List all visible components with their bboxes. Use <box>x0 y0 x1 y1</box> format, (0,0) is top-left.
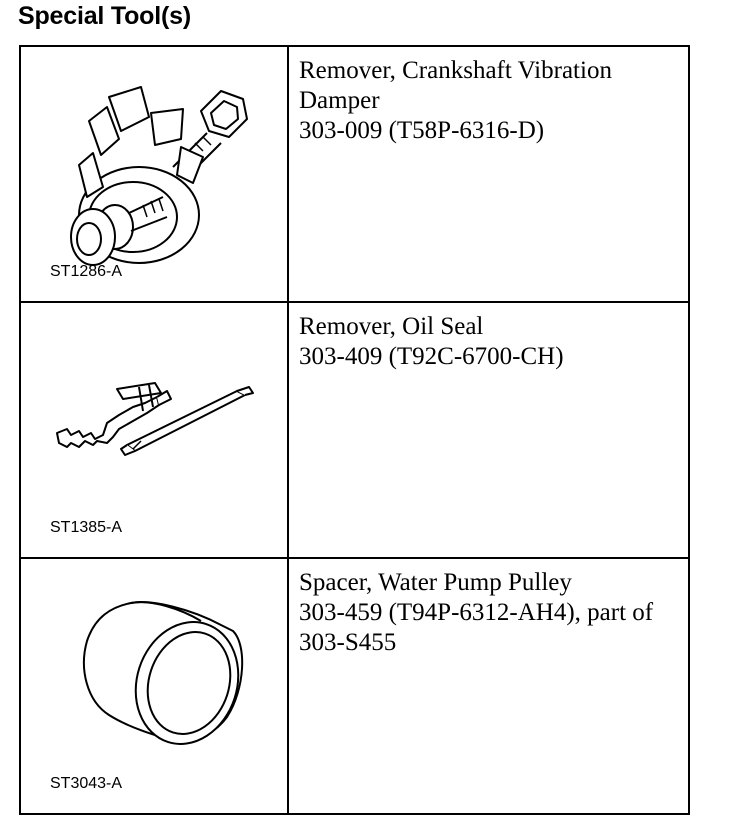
tool-number: 303-009 (T58P-6316-D) <box>299 117 545 144</box>
tool-name: Remover, Crankshaft Vibration <box>299 57 612 84</box>
tool-image-code: ST1286-A <box>50 263 123 280</box>
tool-image-cell <box>20 46 288 302</box>
tool-image-code: ST1385-A <box>50 519 123 536</box>
tool-number: 303-409 (T92C-6700-CH) <box>299 343 564 370</box>
tool-description-cell <box>288 46 689 302</box>
section-heading: Special Tool(s) <box>18 2 191 30</box>
tool-description-cell <box>288 302 689 558</box>
tool-image-cell <box>20 558 288 814</box>
table-row <box>20 302 689 558</box>
tool-description-cell <box>288 558 689 814</box>
special-tools-table <box>19 45 690 815</box>
tool-name-continued: Damper <box>299 87 380 114</box>
tool-image-code: ST3043-A <box>50 775 123 792</box>
table-row <box>20 46 689 302</box>
tool-name: Spacer, Water Pump Pulley <box>299 569 572 596</box>
table-row <box>20 558 689 814</box>
tool-image-cell <box>20 302 288 558</box>
tool-name: Remover, Oil Seal <box>299 313 484 340</box>
tool-number: 303-459 (T94P-6312-AH4), part of 303-S455 <box>299 599 654 656</box>
